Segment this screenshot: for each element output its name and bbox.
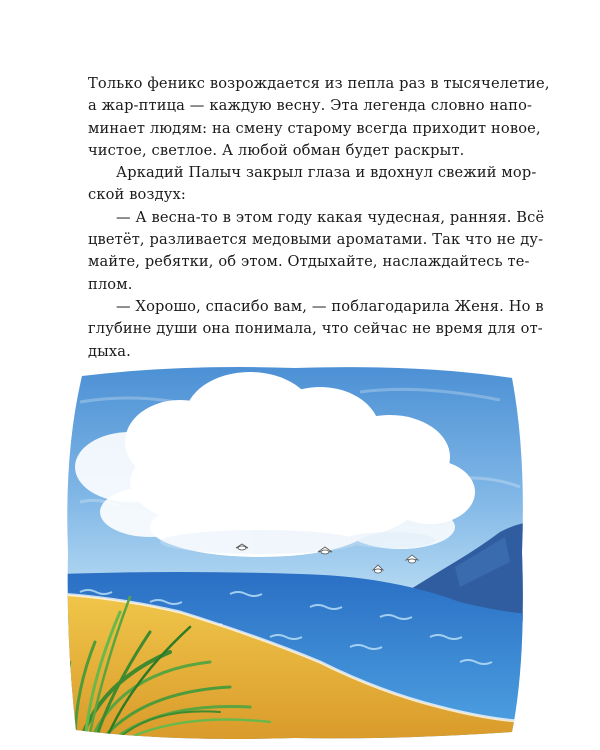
text-line: ской воздух: (88, 186, 186, 204)
text-line: цветёт, разливается медовыми ароматами. Так что не ду- (88, 231, 544, 249)
text-line: чистое, светлое. А любой обман будет раскрыт. (88, 141, 465, 159)
text-line: майте, ребятки, об этом. Отдыхайте, наслаждайтесь те- (88, 253, 530, 271)
text-line: Аркадий Палыч закрыл глаза и вдохнул свежий мор- (116, 164, 537, 182)
text-line: минает людям: на смену старому всегда приходит новое, (88, 119, 541, 137)
story-text (88, 73, 550, 363)
paragraph-2 (88, 162, 537, 207)
text-line: глубине души она понимала, что сейчас не время для от- (88, 320, 543, 338)
text-line: — Хорошо, спасибо вам, — поблагодарила Женя. Но в (116, 297, 544, 315)
paragraph-3 (88, 207, 545, 296)
text-line: плом. (88, 275, 133, 293)
seaside-illustration (60, 362, 530, 742)
text-line: — А весна-то в этом году какая чудесная, ранняя. Всё (116, 208, 545, 226)
text-line: а жар-птица — каждую весну. Эта легенда словно напо- (88, 97, 533, 115)
seaside-picture (60, 362, 530, 742)
paragraph-4 (88, 296, 544, 363)
text-line: Только феникс возрождается из пепла раз в тысячелетие, (88, 75, 550, 92)
paragraph-1 (88, 73, 550, 162)
text-line: дыха. (88, 342, 131, 360)
